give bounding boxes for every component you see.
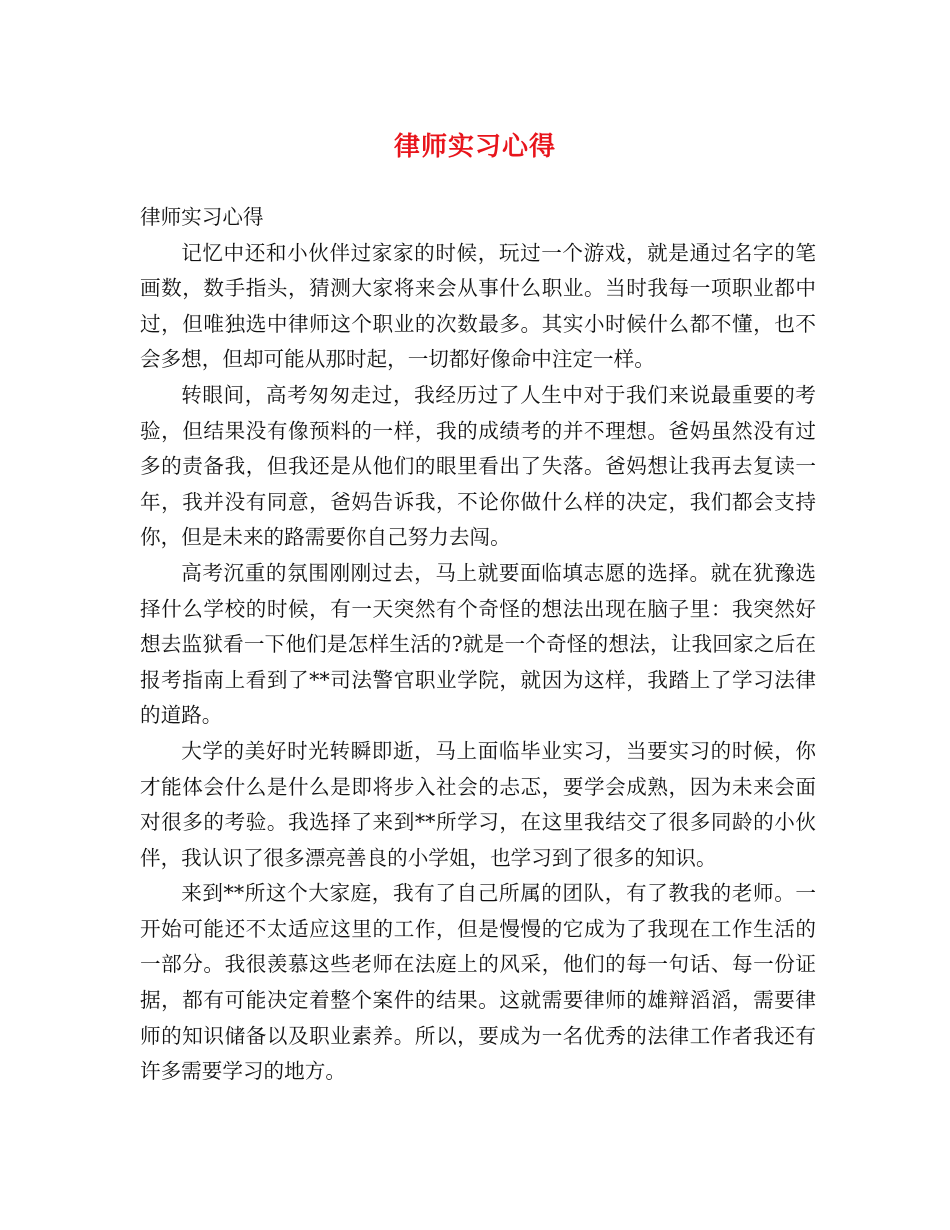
paragraph-5: 来到**所这个大家庭，我有了自己所属的团队，有了教我的老师。一开始可能还不太适应这里的工作，但是慢慢的它成为了我现在工作生活的一部分。我很羡慕这些老师在法庭上的风采，他们的每一句话、每一份证据，都有可能决定着整个案件的结果。这就需要律师的雄辩滔滔，需要律师的知识储备以及职业素养。所以，要成为一名优秀的法律工作者我还有许多需要学习的地方。 bbox=[140, 881, 816, 1084]
paragraph-4: 大学的美好时光转瞬即逝，马上面临毕业实习，当要实习的时候，你才能体会什么是什么是即将步入社会的忐忑，要学会成熟，因为未来会面对很多的考验。我选择了来到**所学习，在这里我结交了很多同龄的小伙伴，我认识了很多漂亮善良的小学姐，也学习到了很多的知识。 bbox=[140, 738, 816, 870]
paragraph-1: 记忆中还和小伙伴过家家的时候，玩过一个游戏，就是通过名字的笔画数，数手指头，猜测大家将来会从事什么职业。当时我每一项职业都中过，但唯独选中律师这个职业的次数最多。其实小时候什么都不懂，也不会多想，但却可能从那时起，一切都好像命中注定一样。 bbox=[140, 240, 816, 372]
document-subtitle: 律师实习心得 bbox=[140, 205, 264, 229]
paragraph-3: 高考沉重的氛围刚刚过去，马上就要面临填志愿的选择。就在犹豫选择什么学校的时候，有一天突然有个奇怪的想法出现在脑子里：我突然好想去监狱看一下他们是怎样生活的?就是一个奇怪的想法，让我回家之后在报考指南上看到了**司法警官职业学院，就因为这样，我踏上了学习法律的道路。 bbox=[140, 560, 816, 728]
document-title: 律师实习心得 bbox=[393, 132, 556, 162]
document-body bbox=[140, 200, 816, 1090]
paragraph-2: 转眼间，高考匆匆走过，我经历过了人生中对于我们来说最重要的考验，但结果没有像预料的一样，我的成绩考的并不理想。爸妈虽然没有过多的责备我，但我还是从他们的眼里看出了失落。爸妈想让我再去复读一年，我并没有同意，爸妈告诉我，不论你做什么样的决定，我们都会支持你，但是未来的路需要你自己努力去闯。 bbox=[140, 382, 816, 550]
